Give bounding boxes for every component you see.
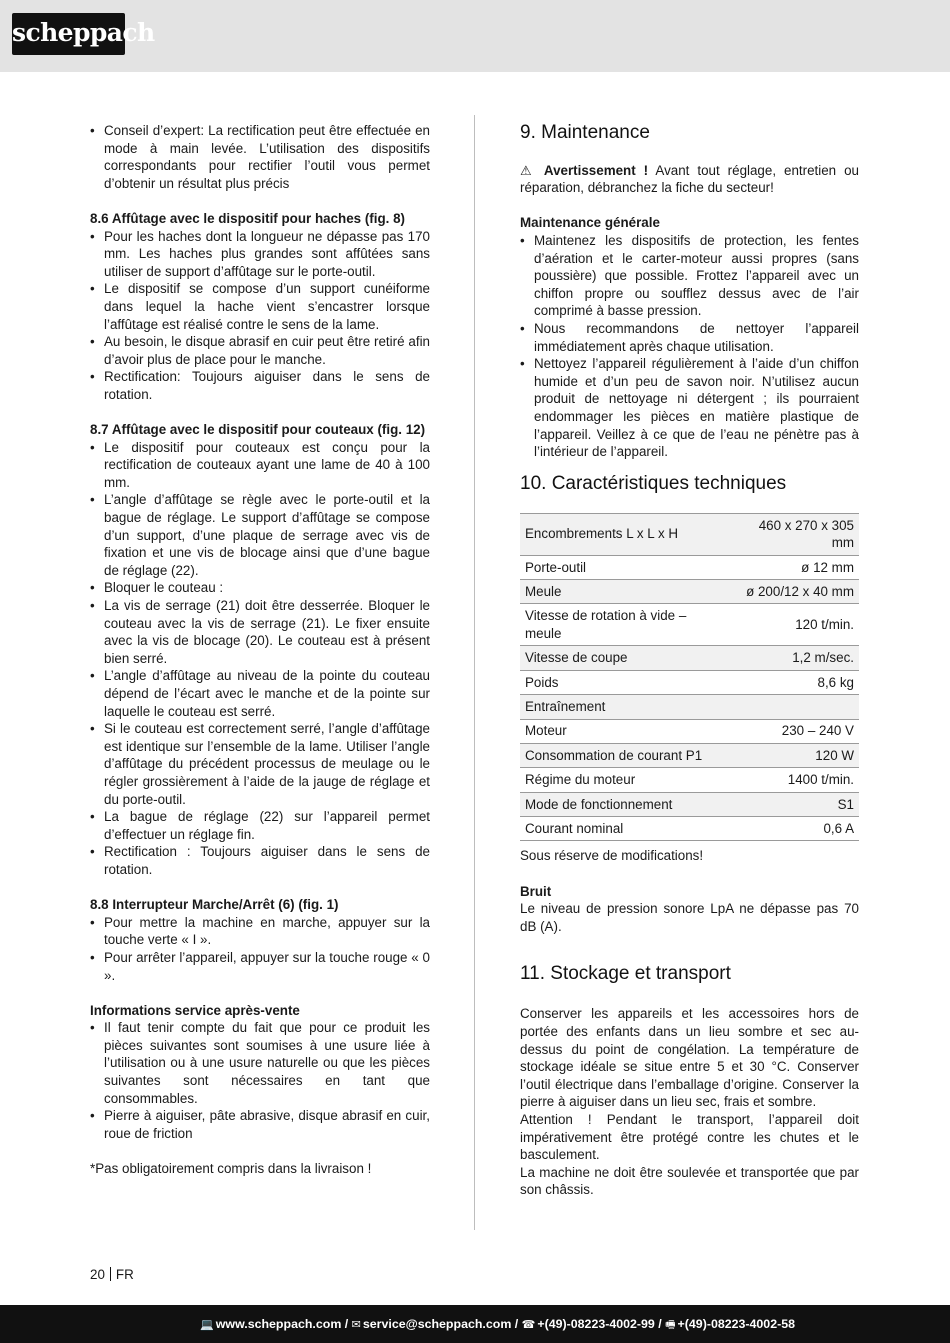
spec-label: Courant nominal	[520, 817, 729, 841]
list-item: • La bague de réglage (22) sur l’appareil permet d’effectuer un réglage fin.	[90, 808, 430, 843]
footer-website[interactable]: www.scheppach.com	[215, 1317, 342, 1331]
footer-fax: +(49)-08223-4002-58	[677, 1317, 795, 1331]
list-item: • Pierre à aiguiser, pâte abrasive, disque abrasif en cuir, roue de friction	[90, 1107, 430, 1142]
footer-separator: /	[341, 1317, 352, 1331]
spec-value: 230 – 240 V	[729, 719, 859, 743]
warning-icon: ⚠	[520, 162, 536, 178]
list-item: • Nettoyez l’appareil régulièrement à l’aide d’un chiffon humide et d’un peu de savon noir. N’utilisez aucun produit de nettoyage ni détergent ; ils pourraient endommager les pièces en matière plastique de l’appareil. Veillez à ce que de l’eau ne pénètre pas à l’intérieur de l’appareil.	[520, 355, 859, 461]
lifting-paragraph: La machine ne doit être soulevée et transportée que par son châssis.	[520, 1164, 859, 1198]
spec-row	[520, 580, 859, 604]
list-item: • Bloquer le couteau :	[90, 579, 430, 597]
spec-row	[520, 695, 859, 719]
maintenance-warning	[520, 162, 859, 197]
list-item: • La vis de serrage (21) doit être desserrée. Bloquer le couteau avec la vis de serrage (21). Le fixer ensuite avec la vis de blocage (20). Le couteau est à présent bien serré.	[90, 597, 430, 667]
page-number	[90, 1266, 134, 1284]
noise-heading: Bruit	[520, 883, 552, 899]
spec-value: ø 12 mm	[729, 555, 859, 579]
spec-label: Régime du moteur	[520, 768, 729, 792]
spec-value: 120 t/min.	[729, 604, 859, 646]
list-item: • L’angle d’affûtage au niveau de la pointe du couteau dépend de l’écart avec le manche et de la pointe sur laquelle le couteau est serré.	[90, 667, 430, 720]
noise-text: Le niveau de pression sonore LpA ne dépasse pas 70 dB (A).	[520, 901, 859, 934]
spec-row	[520, 719, 859, 743]
list-item: • Pour les haches dont la longueur ne dépasse pas 170 mm. Les haches plus grandes sont affûtées sans utiliser de support d’affûtage sur le porte-outil.	[90, 228, 430, 281]
monitor-icon: 💻	[200, 1319, 214, 1331]
page-number-value: 20	[90, 1267, 105, 1282]
delivery-note: *Pas obligatoirement compris dans la livraison !	[90, 1161, 372, 1177]
fax-icon: 🖷	[665, 1319, 676, 1331]
page-language: FR	[115, 1267, 134, 1282]
footer-bar	[0, 1305, 950, 1343]
spec-label: Consommation de courant P1	[520, 743, 729, 767]
spec-label: Poids	[520, 670, 729, 694]
spec-label: Moteur	[520, 719, 729, 743]
spec-row	[520, 604, 859, 646]
list-item: • Maintenez les dispositifs de protection, les fentes d’aération et le carter-moteur aussi propres (sans poussière) que possible. Frottez l’appareil avec un chiffon propre ou soufflez dessus avec de l’air comprimé à basse pression.	[520, 232, 859, 320]
footer-email[interactable]: service@scheppach.com	[362, 1317, 512, 1331]
section-11-title: 11. Stockage et transport	[520, 963, 731, 985]
spec-value: ø 200/12 x 40 mm	[729, 580, 859, 604]
section-8-8-heading: 8.8 Interrupteur Marche/Arrêt (6) (fig. 1)	[90, 897, 339, 913]
list-item: • Il faut tenir compte du fait que pour ce produit les pièces suivantes sont soumises à une usure liée à l’utilisation ou à une usure naturelle ou que les pièces suivantes sont nécessaires en tant que consommables.	[90, 1019, 430, 1107]
footer-separator: /	[654, 1317, 666, 1331]
right-column	[520, 122, 859, 1199]
spec-row	[520, 555, 859, 579]
section-10-title: 10. Caractéristiques techniques	[520, 472, 787, 494]
list-item: • Si le couteau est correctement serré, l’angle d’affûtage est identique sur l’ensemble de la lame. Utiliser l’angle d’affûtage du précédent processus de meulage ou le régler grossièrement à l’aide de la jauge de réglage et du porte-outil.	[90, 720, 430, 808]
section-8-6-heading: 8.6 Affûtage avec le dispositif pour haches (fig. 8)	[90, 210, 405, 226]
section-8-8-list	[90, 914, 430, 984]
left-column	[90, 122, 430, 1178]
footer-contact-line	[200, 1316, 795, 1335]
section-8-7-heading: 8.7 Affûtage avec le dispositif pour couteaux (fig. 12)	[90, 422, 426, 438]
spec-value: S1	[729, 792, 859, 816]
spec-row	[520, 817, 859, 841]
spec-row	[520, 670, 859, 694]
list-item: • Le dispositif pour couteaux est conçu pour la rectification de couteaux ayant une lame de 40 à 100 mm.	[90, 439, 430, 492]
spec-value: 1400 t/min.	[729, 768, 859, 792]
phone-icon: ☎	[521, 1319, 536, 1331]
list-item: • Pour arrêter l’appareil, appuyer sur la touche rouge « 0 ».	[90, 949, 430, 984]
footer-phone: +(49)-08223-4002-99	[537, 1317, 655, 1331]
general-maintenance-heading: Maintenance générale	[520, 215, 660, 231]
list-item: • Rectification: Toujours aiguiser dans le sens de rotation.	[90, 368, 430, 403]
storage-paragraph: Conserver les appareils et les accessoires hors de portée des enfants dans un lieu sombre et sec au-dessus du point de congélation. La température de stockage idéale se situe entre 5 et 30 °C. Conserver l’outil électrique dans l’emballage d’origine. Conserver la pierre à aiguiser dans un lieu sec, frais et sombre.	[520, 1006, 859, 1110]
warning-text: Avant tout réglage, entretien ou réparation, débranchez la fiche du secteur!	[520, 162, 860, 196]
spec-row	[520, 792, 859, 816]
spec-value: 120 W	[729, 743, 859, 767]
spec-value: 1,2 m/sec.	[729, 646, 859, 670]
warning-label: Avertissement !	[543, 162, 649, 178]
list-item: • Au besoin, le disque abrasif en cuir peut être retiré afin d’avoir plus de place pour le manche.	[90, 333, 430, 368]
reserve-note: Sous réserve de modifications!	[520, 848, 704, 864]
page-number-separator	[110, 1267, 111, 1281]
spec-label: Vitesse de rotation à vide – meule	[520, 604, 729, 646]
spec-label: Porte-outil	[520, 555, 729, 579]
spec-row	[520, 513, 859, 555]
list-item: • L’angle d’affûtage se règle avec le porte-outil et la bague de réglage. Le support d’affûtage se compose d’un support, d’une plaque de serrage avec vis de fixation et une vis de blocage ainsi que d’une bague de réglage (22).	[90, 491, 430, 579]
list-item: • Rectification : Toujours aiguiser dans le sens de rotation.	[90, 843, 430, 878]
spec-row	[520, 768, 859, 792]
spec-value: 460 x 270 x 305 mm	[729, 513, 859, 555]
list-item: • Nous recommandons de nettoyer l’appareil immédiatement après chaque utilisation.	[520, 320, 859, 355]
list-item: • Pour mettre la machine en marche, appuyer sur la touche verte « I ».	[90, 914, 430, 949]
spec-row	[520, 743, 859, 767]
intro-list	[90, 122, 430, 192]
scheppach-logo: scheppach	[12, 13, 125, 55]
spec-label: Encombrements L x L x H	[520, 513, 729, 555]
header-band	[0, 0, 950, 72]
service-info-list	[90, 1019, 430, 1142]
spec-label: Entraînement	[520, 695, 729, 719]
mail-icon: ✉	[351, 1319, 361, 1331]
spec-label: Mode de fonctionnement	[520, 792, 729, 816]
section-8-6-list	[90, 228, 430, 404]
spec-value	[729, 695, 859, 719]
list-item: • Conseil d’expert: La rectification peut être effectuée en mode à main levée. L’utilisation des dispositifs correspondants pour rectifier l’outil vous permet d’obtenir un résultat plus précis	[90, 122, 430, 192]
spec-label: Meule	[520, 580, 729, 604]
spec-row	[520, 646, 859, 670]
column-divider	[474, 115, 475, 1230]
footer-separator: /	[511, 1317, 522, 1331]
list-item: • Le dispositif se compose d’un support cunéiforme dans lequel la hache vient s’encastrer lorsque l’affûtage est réalisé contre le sens de la lame.	[90, 280, 430, 333]
section-8-7-list	[90, 439, 430, 879]
specs-table	[520, 513, 859, 842]
maintenance-list	[520, 232, 859, 461]
spec-value: 8,6 kg	[729, 670, 859, 694]
spec-label: Vitesse de coupe	[520, 646, 729, 670]
transport-paragraph: Attention ! Pendant le transport, l’appareil doit impérativement être protégé contre les chutes et le basculement.	[520, 1111, 859, 1163]
service-info-heading: Informations service après-vente	[90, 1002, 300, 1018]
section-9-title: 9. Maintenance	[520, 122, 650, 143]
spec-value: 0,6 A	[729, 817, 859, 841]
